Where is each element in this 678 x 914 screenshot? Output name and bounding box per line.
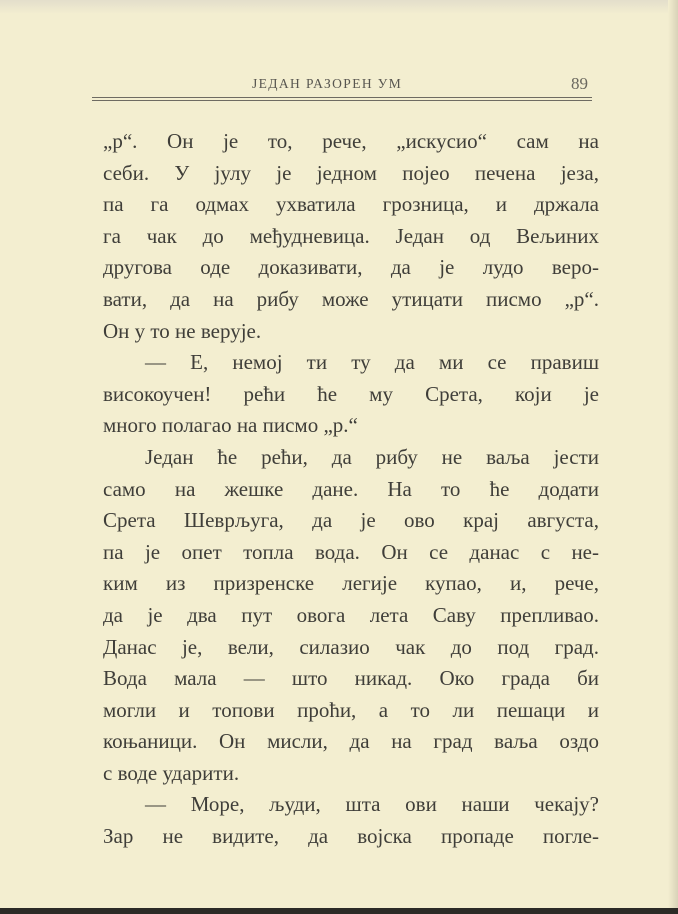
text-line: Он у то не верује. <box>103 318 262 343</box>
header-rule-bottom <box>92 100 592 101</box>
text-line: Вода мала — што никад. Око града би <box>103 666 599 691</box>
text-line: Један ће рећи, да рибу не ваља јести <box>145 444 599 469</box>
body-text <box>103 126 599 853</box>
text-line: с воде ударити. <box>103 760 240 785</box>
running-title: ЈЕДАН РАЗОРЕН УМ <box>252 76 403 91</box>
running-header <box>92 74 592 96</box>
page-number: 89 <box>571 74 588 93</box>
text-line: га чак до међудневица. Један од Вељиних <box>103 223 599 248</box>
scan-edge-top <box>0 0 678 14</box>
text-line: ким из призренске легије купао, и, рече, <box>103 571 599 596</box>
text-line: много полагао на писмо „р.“ <box>103 413 358 438</box>
text-line: па га одмах ухватила грозница, и држала <box>103 192 599 217</box>
text-line: вати, да на рибу може утицати писмо „р“. <box>103 286 599 311</box>
scan-edge-bottom <box>0 908 678 914</box>
text-line: коњаници. Он мисли, да на град ваља оздо <box>103 729 599 754</box>
text-line: — Море, људи, шта ови наши чекају? <box>145 792 599 817</box>
text-line: себи. У јулу је једном појео печена језа, <box>103 160 599 185</box>
text-line: па је опет топла вода. Он се данас с не- <box>103 539 599 564</box>
text-line: „р“. Он је то, рече, „искусио“ сам на <box>103 129 599 153</box>
scan-edge-right <box>668 0 678 914</box>
text-line: само на жешке дане. На то ће додати <box>103 476 599 501</box>
text-line: — Е, немој ти ту да ми се правиш <box>145 350 599 375</box>
header-rule-top <box>92 97 592 98</box>
text-line: да је два пут овога лета Саву препливао. <box>103 602 599 627</box>
text-line: Данас је, вели, силазио чак до под град. <box>103 634 599 659</box>
text-line: високоучен! рећи ће му Срета, који је <box>103 381 599 406</box>
text-line: могли и топови проћи, а то ли пешаци и <box>103 697 599 722</box>
text-line: Зар не видите, да војска пропаде погле- <box>103 824 599 849</box>
text-line: Срета Шеврљуга, да је ово крај августа, <box>103 508 599 533</box>
text-line: другова оде доказивати, да је лудо веро- <box>103 255 599 280</box>
